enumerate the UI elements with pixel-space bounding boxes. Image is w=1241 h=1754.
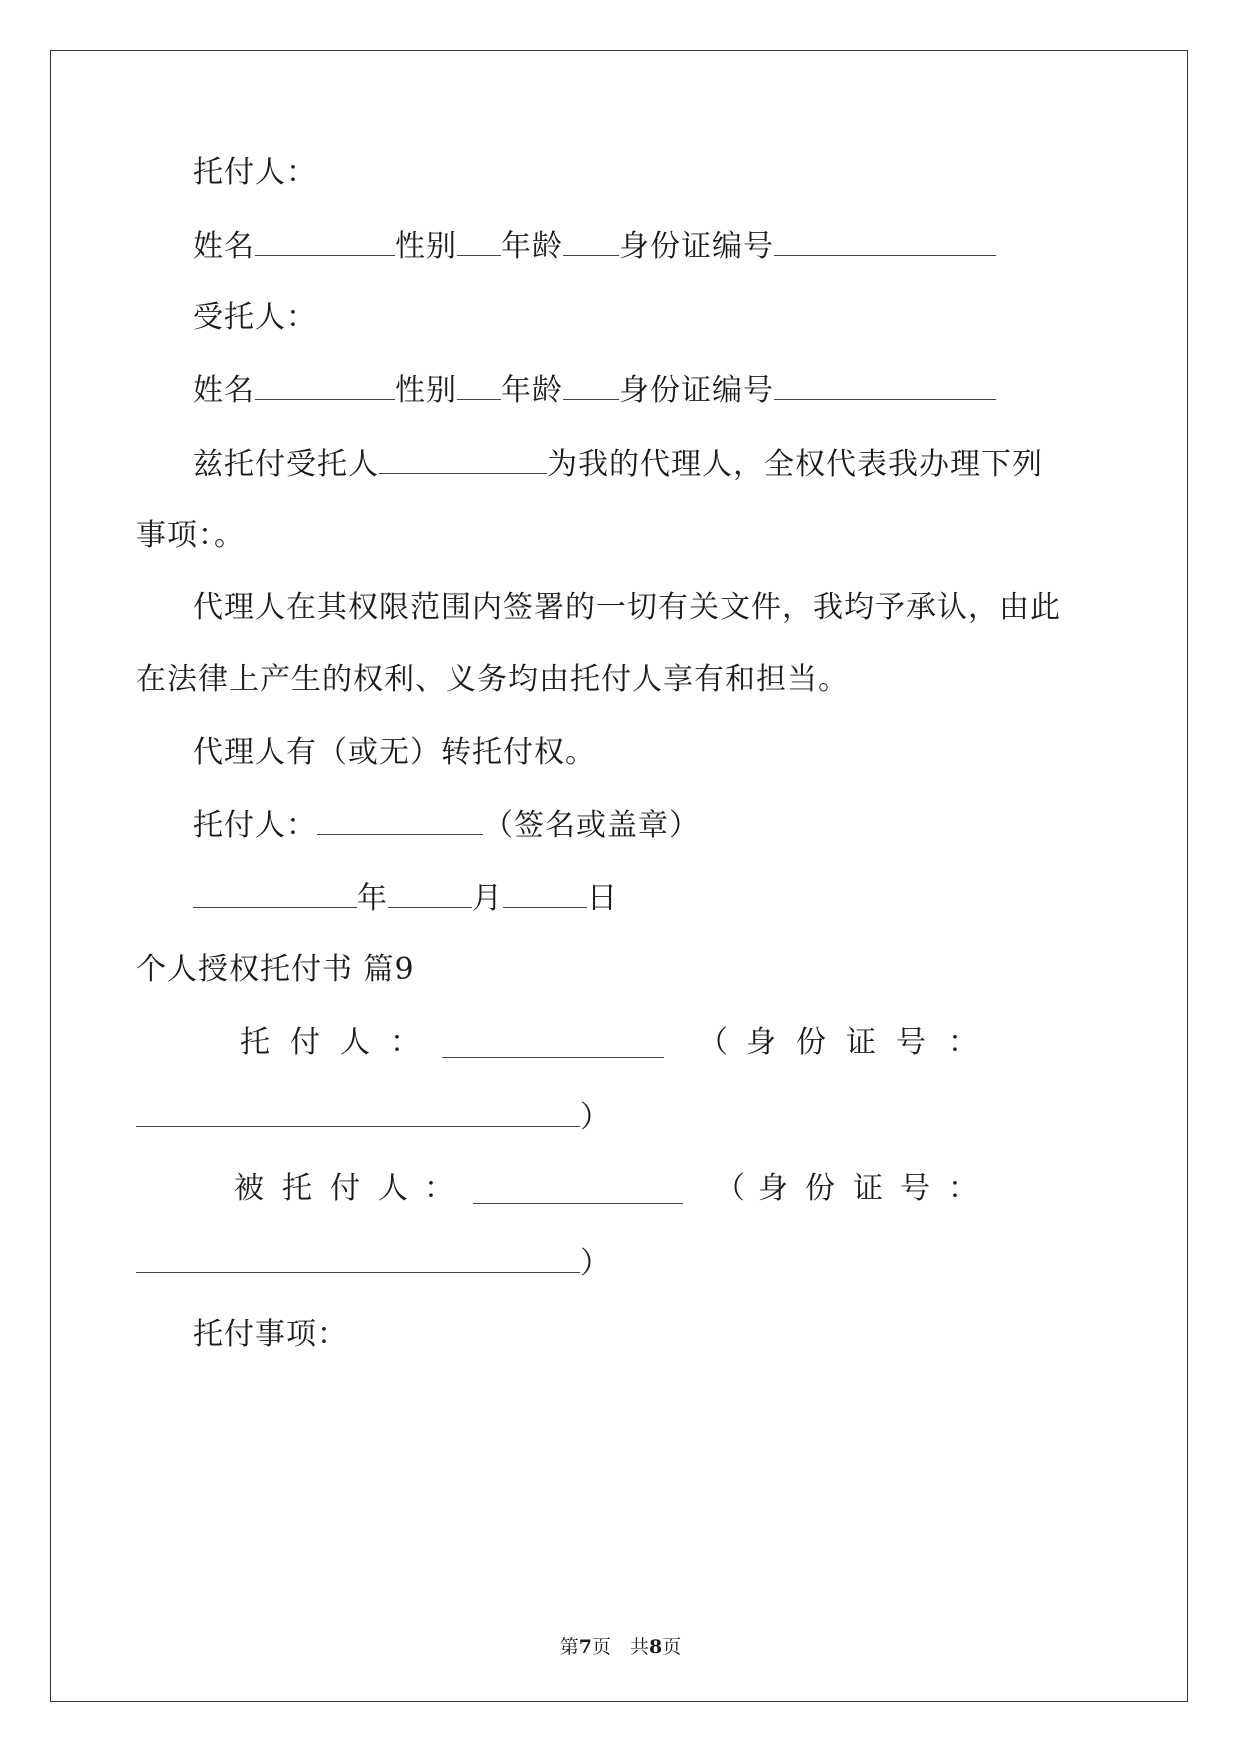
section-title: 个人授权托付书 篇9	[136, 952, 415, 987]
day-label: 日	[587, 881, 618, 916]
s9-close-paren: ）	[580, 1100, 611, 1135]
gender-label: 性别	[395, 229, 457, 264]
name-blank[interactable]	[255, 369, 395, 400]
s9-id-char: 份	[805, 1171, 835, 1206]
entrust-info-row	[193, 225, 996, 267]
day-blank[interactable]	[503, 877, 587, 908]
s9-id-char: 身	[758, 1171, 788, 1206]
s9-entrust-blank[interactable]	[442, 1027, 664, 1058]
s9-id-char: ：	[948, 1025, 978, 1060]
s9-entrust-char: 付	[290, 1025, 320, 1060]
name-blank[interactable]	[255, 225, 395, 256]
s9-id-char: 身	[746, 1025, 776, 1060]
s9-id-char: ：	[948, 1171, 978, 1206]
docs-text-b: 在法律上产生的权利、义务均由托付人享有和担当。	[136, 662, 849, 697]
s9-entrust-id-blank[interactable]	[136, 1096, 580, 1127]
s9-id-char: （	[698, 1025, 728, 1060]
footer-prefix: 第	[559, 1636, 579, 1658]
s9-trustee-char: 付	[330, 1171, 360, 1206]
name-label: 姓名	[193, 373, 255, 408]
id-blank[interactable]	[774, 369, 996, 400]
s9-close-paren: ）	[580, 1246, 611, 1281]
s9-entrust-char: 人	[340, 1025, 370, 1060]
trustee-label: 受托人：	[193, 300, 317, 335]
s9-id-char: 证	[846, 1025, 876, 1060]
appoint-line	[193, 443, 1043, 485]
s9-entrust-char: ：	[390, 1025, 420, 1060]
sign-note: （签名或盖章）	[483, 808, 700, 843]
s9-matters-label: 托付事项：	[193, 1317, 348, 1352]
year-label: 年	[357, 881, 388, 916]
month-blank[interactable]	[388, 877, 472, 908]
s9-trustee-char: ：	[424, 1171, 454, 1206]
footer-total-pages: 8	[649, 1636, 663, 1658]
s9-id-char: 证	[853, 1171, 883, 1206]
sign-line	[193, 804, 700, 846]
age-blank[interactable]	[563, 369, 619, 400]
s9-trustee-char: 人	[378, 1171, 408, 1206]
id-blank[interactable]	[774, 225, 996, 256]
age-label: 年龄	[501, 373, 563, 408]
appoint-text-b: 为我的代理人，全权代表我办理下列	[547, 447, 1043, 482]
s9-entrust-line	[0, 1023, 1241, 1063]
gender-blank[interactable]	[457, 225, 501, 256]
month-label: 月	[472, 881, 503, 916]
age-label: 年龄	[501, 229, 563, 264]
appoint-text-a: 兹托付受托人	[193, 447, 379, 482]
trustee-info-row	[193, 369, 996, 411]
s9-trustee-line	[0, 1169, 1241, 1209]
s9-trustee-id-line	[136, 1242, 611, 1284]
s9-trustee-char: 被	[234, 1171, 264, 1206]
s9-id-char: 份	[796, 1025, 826, 1060]
id-label: 身份证编号	[619, 229, 774, 264]
date-line	[193, 877, 618, 919]
page-footer	[0, 1632, 1241, 1659]
sign-blank[interactable]	[317, 804, 483, 835]
id-label: 身份证编号	[619, 373, 774, 408]
appoint-text-c: 事项：。	[136, 518, 245, 553]
s9-trustee-id-blank[interactable]	[136, 1242, 580, 1273]
s9-id-char: 号	[900, 1171, 930, 1206]
gender-blank[interactable]	[457, 369, 501, 400]
s9-id-char: 号	[896, 1025, 926, 1060]
name-label: 姓名	[193, 229, 255, 264]
s9-entrust-char: 托	[240, 1025, 270, 1060]
gender-label: 性别	[395, 373, 457, 408]
s9-entrust-id-line	[136, 1096, 611, 1138]
s9-id-char: （	[715, 1171, 745, 1206]
footer-current-page: 7	[578, 1636, 592, 1658]
s9-trustee-blank[interactable]	[473, 1173, 683, 1204]
year-blank[interactable]	[193, 877, 357, 908]
age-blank[interactable]	[563, 225, 619, 256]
docs-text-a: 代理人在其权限范围内签署的一切有关文件，我均予承认，由此	[193, 590, 1061, 625]
entrust-label: 托付人：	[193, 155, 317, 190]
footer-suffix: 页	[662, 1636, 682, 1658]
appoint-blank[interactable]	[379, 443, 547, 474]
s9-trustee-char: 托	[282, 1171, 312, 1206]
sub-delegation-text: 代理人有（或无）转托付权。	[193, 735, 596, 770]
footer-mid: 页 共	[591, 1636, 649, 1658]
sign-label: 托付人：	[193, 808, 317, 843]
